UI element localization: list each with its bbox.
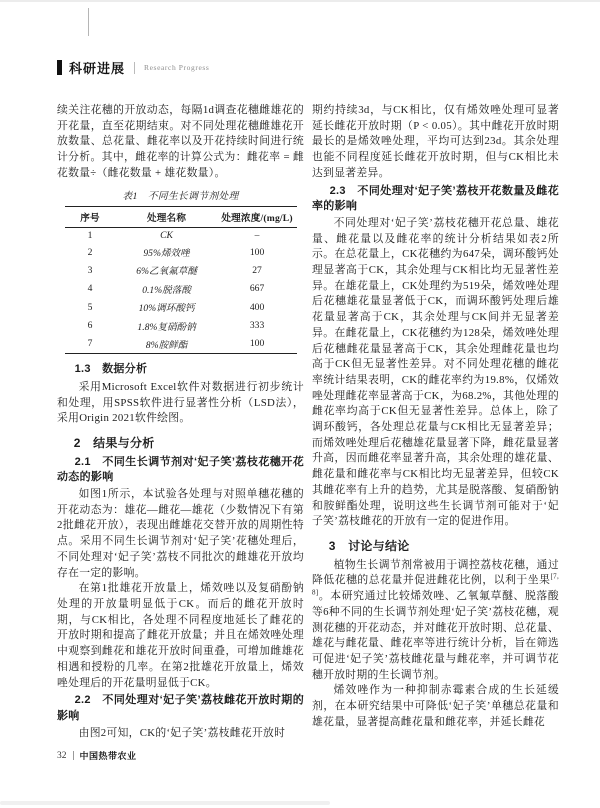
section-title: 科研进展 xyxy=(69,61,126,76)
cell-treatment: 1.8%复硝酚钠 xyxy=(137,321,196,333)
cell-treatment: 8%胺鲜酯 xyxy=(145,339,188,351)
paragraph-3-b: 烯效唑作为一种抑制赤霉素合成的生长延缓剂，在本研究结果中可降低‘妃子笑’单穗总花量和雄花量，显著提高雌花量和雌花率，并延长雌花 xyxy=(312,684,559,728)
table-row xyxy=(65,298,297,316)
heading-1-3: 1.3 数据分析 xyxy=(74,363,148,376)
cell-concentration: 400 xyxy=(249,301,265,313)
heading-2-results: 2 结果与分析 xyxy=(73,435,155,450)
left-column xyxy=(57,103,304,741)
col-header-concentration: 处理浓度/(mg/L) xyxy=(218,206,297,227)
paragraph-2-2-continuation: 期约持续3d，与CK相比，仅有烯效唑处理可显著延长雌花开放时期（P < 0.05）。其中雌花开放时期最长的是烯效唑处理，平均可达到23d。其余处理也能不同程度延长雌花开放时期，但与CK相比未达到显著差异。 xyxy=(312,104,559,179)
col-header-treatment: 处理名称 xyxy=(116,206,218,227)
right-column xyxy=(312,103,559,741)
paragraph-methods-continuation: 续关注花穗的开放动态，每隔1d调查花穗雌雄花的开花量，直至花期结束。对不同处理花穗雌雄花开放数量、总花量、雌花率以及开花持续时间进行统计分析。其中，雌花率的计算公式为：雌花率 = 雌花数量÷（雌花数量 + 雄花数量）。 xyxy=(57,104,304,179)
cell-treatment: 95%烯效唑 xyxy=(143,248,190,260)
paragraph-2-3: 不同处理对‘妃子笑’荔枝花穗开花总量、雄花量、雌花量以及雌花率的统计分析结果如表2所示。在总花量上，CK花穗约为647朵，调环酸钙处理显著高于CK，其余处理与CK相比均无显著性差异。在雄花量上，CK处理约为519朵，烯效唑处理后花穗雄花量显著低于CK，而调环酸钙处理后雄花量显著高于CK，其余处理与CK间并无显著差异。在雌花量上，CK花穗约为128朵，烯效唑处理后花穗雌花量显著高于CK，其余处理雌花量也均高于CK但无显著性差异。对不同处理花穗的雌花率统计结果表明，CK的雌花率约为19.8%，仅烯效唑处理雌花率显著高于CK，为68.2%，其他处理的雌花率均高于CK但无显著性差异。总体上，除了调环酸钙，各处理总花量与CK相比无显著差异；而烯效唑处理后花穗雄花量显著下降，雌花量显著升高，因而雌花率显著升高，其余处理的雄花量、雌花量和雌花率与CK相比均无显著差异，但较CK其雌花率有上升的趋势，尤其是脱落酸、复硝酚钠和胺鲜酯处理，说明这些生长调节剂可能对于‘妃子笑’荔枝雌花的开放有一定的促进作用。 xyxy=(312,216,559,528)
heading-2-3: 2.3 不同处理对‘妃子笑’荔枝开花数量及雌花率的影响 xyxy=(312,184,559,213)
table1-caption: 表1 不同生长调节剂处理 xyxy=(122,190,239,202)
article-body xyxy=(57,103,559,741)
cell-index: 5 xyxy=(87,301,93,313)
table1-header-row xyxy=(65,206,297,227)
paragraph-3-a xyxy=(312,558,559,684)
cell-concentration: 100 xyxy=(249,246,265,258)
table-row xyxy=(65,335,297,354)
page-footer xyxy=(57,749,137,762)
citation-reference: [7,8] xyxy=(312,572,559,597)
cell-index: 1 xyxy=(87,229,93,241)
cell-concentration: 100 xyxy=(249,338,265,350)
header-divider xyxy=(134,62,135,74)
paragraph-2-2-start: 由图2可知，CK的‘妃子笑’荔枝雌花开放时 xyxy=(78,726,286,739)
paragraph-3-a-text: 植物生长调节剂常被用于调控荔枝花穗，通过降低花穗的总花量并促进雌花比例，以利于坐果 xyxy=(312,558,559,587)
cell-concentration: 27 xyxy=(252,264,262,276)
cell-treatment: 0.1%脱落酸 xyxy=(142,284,191,296)
page-number: 32 xyxy=(57,750,67,761)
cell-concentration: 333 xyxy=(249,320,265,332)
paragraph-data-analysis: 采用Microsoft Excel软件对数据进行初步统计和处理，用SPSS软件进行显著性分析（LSD法），采用Origin 2021软件绘图。 xyxy=(57,380,304,425)
table-row xyxy=(65,280,297,298)
scan-edge xyxy=(0,801,330,805)
cell-index: 3 xyxy=(87,264,93,276)
table-row xyxy=(65,261,297,279)
table-row xyxy=(65,316,297,334)
heading-2-2: 2.2 不同处理对‘妃子笑’荔枝雌花开放时期的影响 xyxy=(57,694,304,722)
heading-3-discussion: 3 讨论与结论 xyxy=(328,538,410,553)
paragraph-3-a-text-after: 。本研究通过比较烯效唑、乙氧氟草醚、脱落酸等6种不同的生长调节剂处理‘妃子笑’荔枝花穗，观测花穗的开花动态，并对雌花开放时期、总花量、雄花与雌花量、雌花率等进行统计分析，旨在筛选可促进‘妃子笑’荔枝雌花量与雌花率，并可调节花穗开放时期的生长调节剂。 xyxy=(312,590,559,681)
paragraph-2-1-a: 如图1所示，本试验各处理与对照单穗花穗的开花动态为：雄花—雌花—雄花（少数情况下有第2批雌花开放），表现出雌雄花交替开放的周期性特点。采用不同生长调节剂对‘妃子笑’花穗处理后，不同处理对‘妃子笑’荔枝不同批次的雌雄花开放均存在一定的影响。 xyxy=(57,488,304,579)
heading-2-1: 2.1 不同生长调节剂对‘妃子笑’荔枝花穗开花动态的影响 xyxy=(57,455,304,484)
footer-divider xyxy=(73,751,74,760)
cell-treatment: CK xyxy=(160,229,173,241)
cell-concentration: – xyxy=(254,229,260,241)
table-1 xyxy=(65,206,297,355)
cell-treatment: 10%调环酸钙 xyxy=(138,303,195,315)
crop-mark xyxy=(88,8,89,36)
cell-index: 6 xyxy=(87,320,93,332)
table-row xyxy=(65,243,297,261)
cell-treatment: 6%乙氧氟草醚 xyxy=(136,266,197,278)
section-header xyxy=(57,58,209,77)
cell-concentration: 667 xyxy=(249,283,265,295)
table-row xyxy=(65,227,297,243)
cell-index: 4 xyxy=(87,283,93,295)
journal-name: 中国热带农业 xyxy=(79,751,137,761)
scan-edge xyxy=(0,0,600,2)
section-bar-icon xyxy=(57,60,62,75)
section-title-en: Research Progress xyxy=(144,63,210,72)
paragraph-2-1-b: 在第1批雄花开放量上，烯效唑以及复硝酚钠处理的开放量明显低于CK。而后的雌花开放时期，与CK相比，各处理不同程度地延长了雌花的开放时期和提高了雌花开放量；并且在烯效唑处理中观察到雌花和雄花开放时间重叠，可增加雌雄花相遇和授粉的几率。在第2批雄花开放量上，烯效唑处理后的开花量明显低于CK。 xyxy=(57,582,304,689)
col-header-index: 序号 xyxy=(65,206,116,227)
cell-index: 7 xyxy=(87,338,93,350)
cell-index: 2 xyxy=(87,246,93,258)
